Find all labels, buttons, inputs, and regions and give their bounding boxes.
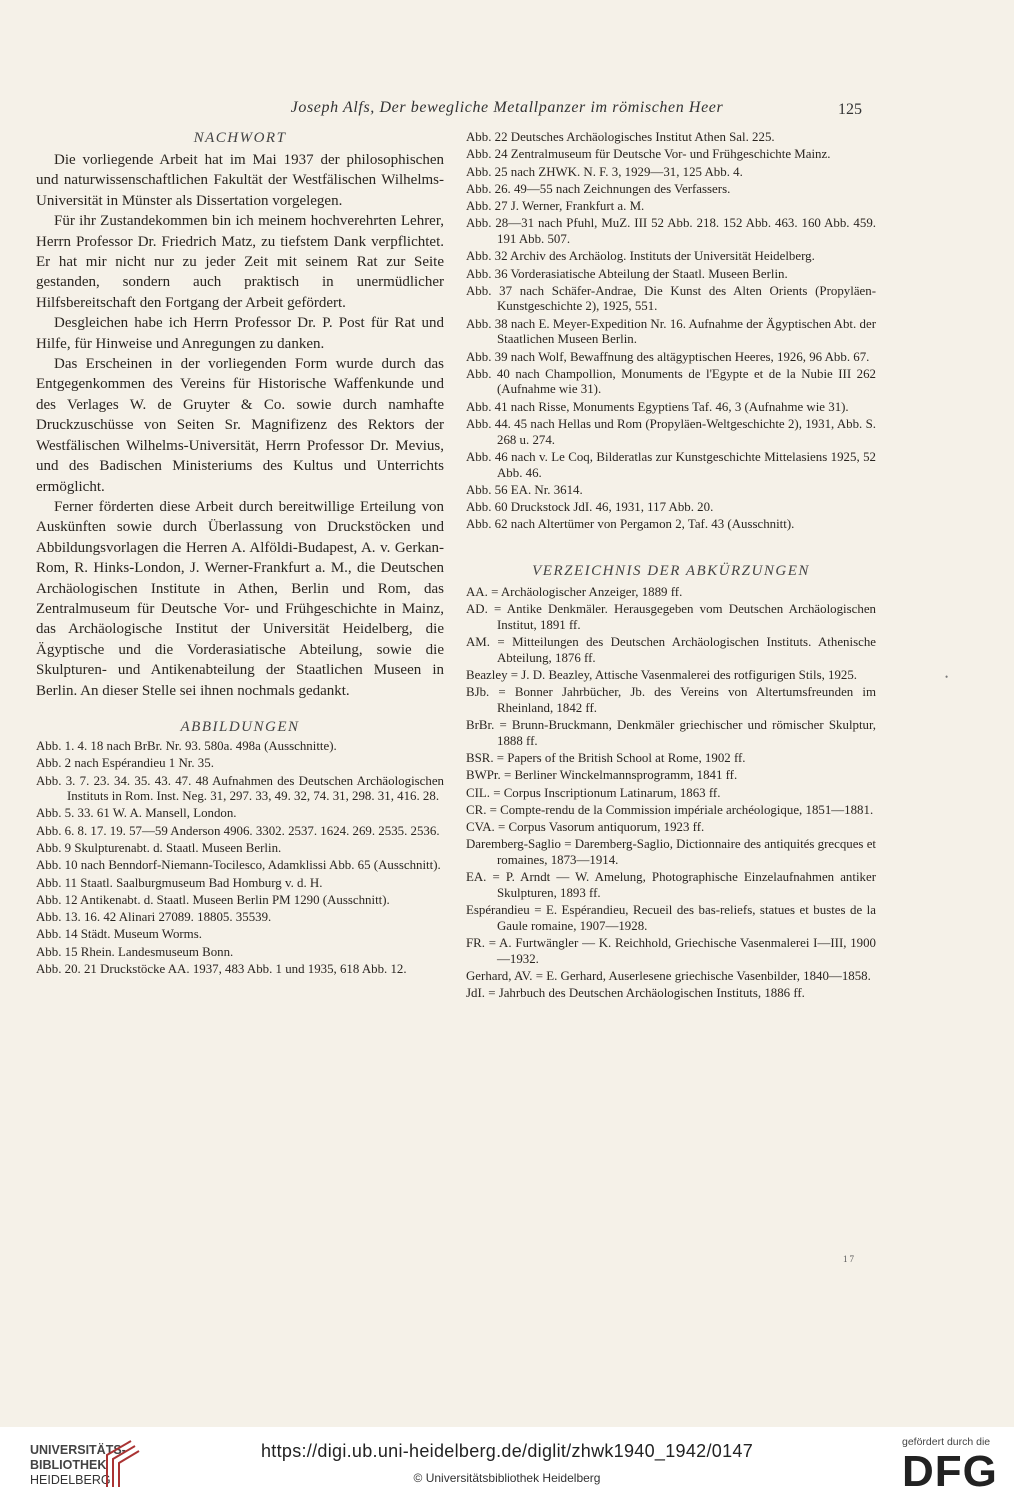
right-column bbox=[466, 130, 876, 1003]
left-column bbox=[36, 130, 444, 979]
list-item: Abb. 5. 33. 61 W. A. Mansell, London. bbox=[36, 806, 237, 821]
list-item: Abb. 27 J. Werner, Frankfurt a. M. bbox=[466, 199, 645, 214]
list-item: Abb. 6. 8. 17. 19. 57—59 Anderson 4906. 3302. 2537. 1624. 269. 2535. 2536. bbox=[36, 823, 440, 838]
list-item: Abb. 22 Deutsches Archäologisches Institut Athen Sal. 225. bbox=[466, 130, 775, 144]
list-item: Abb. 2 nach Espérandieu 1 Nr. 35. bbox=[36, 756, 214, 771]
list-item: Abb. 62 nach Altertümer von Pergamon 2, Taf. 43 (Ausschnitt). bbox=[466, 517, 795, 532]
nachwort-paragraph: Ferner förderten diese Arbeit durch bereitwillige Erteilung von Auskünften sowie durch Überlassung von Druckstöcken und Abbildungsvorlagen die Herren A. Alföldi-Budapest, A. v. Gerkan-Rom, R. Hinks-London, J. Werner-Frankfurt a. M., die Deutschen Archäologischen Institute in Athen, Berlin und Rom, das Zentralmuseum für Deutsche Vor- und Frühgeschichte in Mainz, das Archäologische Institut der Universität Heidelberg, die Ägyptische und die Vorderasiatische Abteilung, sowie die Skulpturen- und Antikenabteilung der Staatlichen Museen in Berlin. An dieser Stelle sei ihnen nochmals gedankt. bbox=[36, 498, 444, 699]
permalink-url[interactable]: https://digi.ub.uni-heidelberg.de/diglit/zhwk1940_1942/0147 bbox=[260, 1441, 754, 1461]
abbildungen-list bbox=[36, 739, 444, 978]
abbildungen-title: ABBILDUNGEN bbox=[180, 718, 300, 735]
nachwort-body bbox=[36, 150, 444, 701]
funder-label: gefördert durch die bbox=[902, 1436, 991, 1448]
list-item: Abb. 11 Staatl. Saalburgmuseum Bad Homburg v. d. H. bbox=[36, 875, 323, 890]
signature-mark: 17 bbox=[843, 1254, 856, 1264]
list-item: Espérandieu = E. Espérandieu, Recueil des bas-reliefs, statues et bustes de la Gaule romaine, 1907—1928. bbox=[466, 903, 876, 933]
list-item: Abb. 15 Rhein. Landesmuseum Bonn. bbox=[36, 944, 234, 959]
list-item: Abb. 12 Antikenabt. d. Staatl. Museen Berlin PM 1290 (Ausschnitt). bbox=[36, 892, 390, 907]
nachwort-paragraph: Das Erscheinen in der vorliegenden Form wurde durch das Entgegenkommen des Vereins für Historische Waffenkunde und des Verlages W. de Gruyter & Co. sowie durch namhafte Druckzuschüsse von Seiten Sr. Magnifizenz des Rektors der Westfälischen Wilhelms-Universität, Herrn Professor Dr. Mevius, und des Badischen Ministeriums des Kultus und Unterrichts ermöglicht. bbox=[36, 356, 444, 495]
list-item: Abb. 37 nach Schäfer-Andrae, Die Kunst des Alten Orients (Propyläen-Kunstgeschichte 2), 1925, 551. bbox=[466, 283, 876, 314]
list-item: Abb. 26. 49—55 nach Zeichnungen des Verfassers. bbox=[466, 181, 731, 196]
list-item: Abb. 36 Vorderasiatische Abteilung der Staatl. Museen Berlin. bbox=[466, 266, 788, 281]
list-item: Abb. 24 Zentralmuseum für Deutsche Vor- und Frühgeschichte Mainz. bbox=[466, 147, 831, 162]
library-name-line: HEIDELBERG bbox=[30, 1473, 111, 1487]
list-item: FR. = A. Furtwängler — K. Reichhold, Griechische Vasenmalerei I—III, 1900—1932. bbox=[466, 936, 876, 966]
library-name-line: BIBLIOTHEK bbox=[30, 1458, 107, 1472]
list-item: Abb. 10 nach Benndorf-Niemann-Tocilesco, Adamklissi Abb. 65 (Ausschnitt). bbox=[36, 858, 441, 873]
list-item: Abb. 25 nach ZHWK. N. F. 3, 1929—31, 125 Abb. 4. bbox=[466, 164, 743, 179]
dfg-logo[interactable]: DFG bbox=[902, 1447, 998, 1496]
nachwort-paragraph: Die vorliegende Arbeit hat im Mai 1937 der philosophischen und naturwissenschaftlichen Fakultät der Westfälischen Wilhelms-Universität in Münster als Dissertation vorgelegen. bbox=[36, 152, 444, 209]
list-item: BWPr. = Berliner Winckelmannsprogramm, 1841 ff. bbox=[466, 768, 738, 783]
list-item: Daremberg-Saglio = Daremberg-Saglio, Dictionnaire des antiquités grecques et romaines, 1873—1914. bbox=[466, 837, 876, 867]
nachwort-paragraph: Für ihr Zustandekommen bin ich meinem hochverehrten Lehrer, Herrn Professor Dr. Friedrich Matz, zu tiefstem Dank verpflichtet. Er hat mir nicht nur zu jeder Zeit mit seinem Rat zur Seite gestanden, sondern auch praktisch in unermüdlicher Hilfsbereitschaft den Fortgang der Arbeit gefördert. bbox=[36, 213, 444, 311]
list-item: JdI. = Jahrbuch des Deutschen Archäologischen Instituts, 1886 ff. bbox=[466, 986, 805, 1001]
list-item: Abb. 9 Skulpturenabt. d. Staatl. Museen Berlin. bbox=[36, 840, 282, 855]
speck-mark: • bbox=[945, 672, 949, 682]
list-item: Abb. 28—31 nach Pfuhl, MuZ. III 52 Abb. 218. 152 Abb. 463. 160 Abb. 459. 191 Abb. 507. bbox=[466, 216, 876, 246]
list-item: BSR. = Papers of the British School at Rome, 1902 ff. bbox=[466, 751, 746, 765]
list-item: CR. = Compte-rendu de la Commission impériale archéologique, 1851—1881. bbox=[466, 802, 874, 817]
list-item: Abb. 39 nach Wolf, Bewaffnung des altägyptischen Heeres, 1926, 96 Abb. 67. bbox=[466, 349, 870, 364]
copyright: © Universitätsbibliothek Heidelberg bbox=[413, 1471, 601, 1485]
list-item: Abb. 20. 21 Druckstöcke AA. 1937, 483 Abb. 1 und 1935, 618 Abb. 12. bbox=[36, 961, 407, 976]
nachwort-paragraph: Desgleichen habe ich Herrn Professor Dr. P. Post für Rat und Hilfe, für Hinweise und Anregungen zu danken. bbox=[36, 315, 444, 352]
list-item: Abb. 38 nach E. Meyer-Expedition Nr. 16. Aufnahme der Ägyptischen Abt. der Staatlichen Museen Berlin. bbox=[466, 316, 876, 347]
list-item: EA. = P. Arndt — W. Amelung, Photographische Einzelaufnahmen antiker Skulpturen, 1893 ff. bbox=[466, 870, 876, 900]
list-item: Abb. 1. 4. 18 nach BrBr. Nr. 93. 580a. 498a (Ausschnitte). bbox=[36, 738, 337, 753]
library-name-line: UNIVERSITÄTS- bbox=[30, 1443, 126, 1457]
list-item: Abb. 14 Städt. Museum Worms. bbox=[36, 927, 202, 942]
list-item: CIL. = Corpus Inscriptionum Latinarum, 1863 ff. bbox=[466, 785, 721, 800]
running-head: Joseph Alfs, Der bewegliche Metallpanzer im römischen Heer bbox=[290, 99, 724, 116]
list-item: Abb. 44. 45 nach Hellas und Rom (Propyläen-Weltgeschichte 2), 1931, Abb. S. 268 u. 274. bbox=[466, 417, 876, 447]
list-item: Abb. 3. 7. 23. 34. 35. 43. 47. 48 Aufnahmen des Deutschen Archäologischen Instituts in Rom. Inst. Neg. 31, 297. 33, 49. 32, 74. 31, 298. 31, 416. 28. bbox=[36, 773, 444, 804]
page-number: 125 bbox=[838, 101, 862, 118]
list-item: AM. = Mitteilungen des Deutschen Archäologischen Instituts. Athenische Abteilung, 1876 ff. bbox=[466, 635, 876, 665]
footer bbox=[0, 1427, 1014, 1500]
list-item: Abb. 60 Druckstock JdI. 46, 1931, 117 Abb. 20. bbox=[466, 500, 714, 515]
nachwort-title: NACHWORT bbox=[193, 130, 287, 146]
list-item: Abb. 40 nach Champollion, Monuments de l'Egypte et de la Nubie III 262 (Aufnahme wie 31). bbox=[466, 366, 876, 397]
abbildungen-continued-list bbox=[466, 130, 876, 533]
list-item: Gerhard, AV. = E. Gerhard, Auserlesene griechische Vasenbilder, 1840—1858. bbox=[466, 968, 871, 983]
list-item: CVA. = Corpus Vasorum antiquorum, 1923 ff. bbox=[466, 820, 705, 835]
abkuerzungen-list bbox=[466, 585, 876, 1002]
list-item: BJb. = Bonner Jahrbücher, Jb. des Vereins von Altertumsfreunden im Rheinland, 1842 ff. bbox=[466, 685, 876, 715]
list-item: Abb. 41 nach Risse, Monuments Egyptiens Taf. 46, 3 (Aufnahme wie 31). bbox=[466, 399, 849, 414]
list-item: Abb. 56 EA. Nr. 3614. bbox=[466, 482, 583, 497]
list-item: Abb. 46 nach v. Le Coq, Bilderatlas zur Kunstgeschichte Mittelasiens 1925, 52 Abb. 46. bbox=[466, 449, 876, 480]
list-item: AA. = Archäologischer Anzeiger, 1889 ff. bbox=[466, 584, 683, 599]
list-item: Beazley = J. D. Beazley, Attische Vasenmalerei des rotfigurigen Stils, 1925. bbox=[466, 667, 858, 682]
list-item: Abb. 13. 16. 42 Alinari 27089. 18805. 35539. bbox=[36, 910, 272, 925]
verzeichnis-title: VERZEICHNIS DER ABKÜRZUNGEN bbox=[532, 562, 810, 579]
list-item: Abb. 32 Archiv des Archäolog. Instituts der Universität Heidelberg. bbox=[466, 249, 815, 264]
list-item: BrBr. = Brunn-Bruckmann, Denkmäler griechischer und römischer Skulptur, 1888 ff. bbox=[466, 718, 876, 748]
list-item: AD. = Antike Denkmäler. Herausgegeben vom Deutschen Archäologischen Institut, 1891 ff. bbox=[466, 602, 876, 632]
